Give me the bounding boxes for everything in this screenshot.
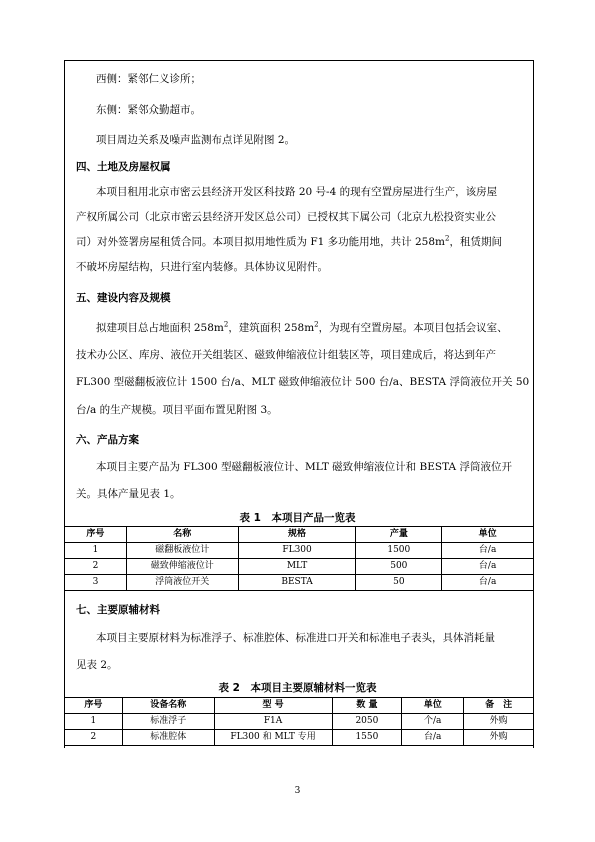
table-cell: 2: [65, 730, 123, 746]
header-cell: 单位: [442, 527, 534, 543]
table-cell: FL300 和 MLT 专用: [214, 730, 332, 746]
table-cell: F1A: [214, 714, 332, 730]
section-5-line-4: 台/a 的生产规模。项目平面布置见附图 3。: [76, 404, 278, 416]
table-cell: 50: [356, 575, 442, 591]
table-cell: BESTA: [238, 575, 356, 591]
section-4-line-4: 不破坏房屋结构，只进行室内装修。具体协议见附件。: [76, 261, 328, 273]
section-5-line-1c: ，为现有空置房屋。本项目包括会议室、: [318, 322, 508, 334]
header-cell: 规格: [238, 527, 356, 543]
section-5-line-1a: 拟建项目总占地面积 258m: [96, 322, 224, 334]
superscript-2: 2: [444, 234, 450, 243]
table-cell: 3: [65, 575, 127, 591]
table-cell: 磁翻板液位计: [126, 543, 238, 559]
table-cell: 外购: [464, 714, 534, 730]
section-7-title: 七、主要原辅材料: [76, 604, 160, 616]
table-row: [65, 730, 534, 746]
section-5-title: 五、建设内容及规模: [76, 292, 171, 304]
section-4-line-3a: 司）对外签署房屋租赁合同。本项目拟用地性质为 F1 多功能用地，共计 258m: [76, 236, 445, 248]
section-5-line-1: [96, 321, 550, 335]
table-2-caption: 表 2 本项目主要原辅材料一览表: [218, 682, 377, 694]
header-cell: 数 量: [332, 698, 402, 714]
section-7-line-2: 见表 2。: [76, 659, 118, 671]
section-6-line-1: 本项目主要产品为 FL300 型磁翻板液位计、MLT 磁致伸缩液位计和 BESTA 浮筒液位开: [96, 461, 512, 473]
table-cell: FL300: [238, 543, 356, 559]
section-4-line-3b: ，租赁期间: [449, 236, 502, 248]
section-5-line-1b: ，建筑面积 258m: [228, 322, 315, 334]
table-row: [65, 543, 534, 559]
superscript-2: 2: [314, 320, 319, 329]
table-cell: 外购: [464, 730, 534, 746]
table-cell: 磁致伸缩液位计: [126, 559, 238, 575]
table-1-caption: 表 1 本项目产品一览表: [239, 512, 356, 524]
table-row: [65, 575, 534, 591]
section-4-title: 四、土地及房屋权属: [76, 161, 171, 173]
section-5-line-3: FL300 型磁翻板液位计 1500 台/a、MLT 磁致伸缩液位计 500 台/a、BESTA 浮筒液位开关 50: [76, 376, 530, 388]
table-cell: 标准浮子: [122, 714, 214, 730]
table-cell: 2: [65, 559, 127, 575]
table-cell: 500: [356, 559, 442, 575]
section-5-line-2: 技术办公区、库房、液位开关组装区、磁致伸缩液位计组装区等，项目建成后，将达到年产: [76, 349, 496, 361]
header-cell: 设备名称: [122, 698, 214, 714]
header-cell: 名称: [126, 527, 238, 543]
east-neighbor-text: 东侧：紧邻众勤超市。: [96, 104, 201, 116]
table-cell: 2050: [332, 714, 402, 730]
header-cell: 序号: [65, 698, 123, 714]
table-header-row: [65, 698, 534, 714]
superscript-2: 2: [223, 320, 229, 329]
table-cell: 台/a: [442, 559, 534, 575]
section-6-title: 六、产品方案: [76, 434, 139, 446]
header-cell: 备 注: [464, 698, 534, 714]
products-table: [64, 526, 534, 591]
section-4-line-1: 本项目租用北京市密云县经济开发区科技路 20 号-4 的现有空置房屋进行生产，该房屋: [96, 186, 498, 198]
table-cell: 1550: [332, 730, 402, 746]
table-cell: 台/a: [442, 543, 534, 559]
table-cell: 1: [65, 714, 123, 730]
table-header-row: [65, 527, 534, 543]
table-cell: MLT: [238, 559, 356, 575]
page-number: 3: [294, 786, 301, 796]
table-row: [65, 559, 534, 575]
table-cell: 1: [65, 543, 127, 559]
table-row: [65, 714, 534, 730]
table-cell: 台/a: [402, 730, 464, 746]
surroundings-text: 项目周边关系及噪声监测布点详见附图 2。: [96, 134, 296, 146]
section-7-line-1: 本项目主要原材料为标准浮子、标准腔体、标准进口开关和标准电子表头，具体消耗量: [96, 632, 495, 644]
section-4-line-2: 产权所属公司（北京市密云县经济开发区总公司）已授权其下属公司（北京九松投资实业公: [76, 211, 496, 223]
table-cell: 台/a: [442, 575, 534, 591]
table-cell: 标准腔体: [122, 730, 214, 746]
section-4-line-3: [76, 235, 530, 249]
header-cell: 单位: [402, 698, 464, 714]
header-cell: 序号: [65, 527, 127, 543]
table-cell: 1500: [356, 543, 442, 559]
table-cell: 浮筒液位开关: [126, 575, 238, 591]
section-6-line-2: 关。具体产量见表 1。: [76, 488, 181, 500]
materials-table: [64, 697, 534, 746]
header-cell: 产量: [356, 527, 442, 543]
header-cell: 型 号: [214, 698, 332, 714]
table-cell: 个/a: [402, 714, 464, 730]
west-neighbor-text: 西侧：紧邻仁义诊所；: [96, 73, 201, 85]
